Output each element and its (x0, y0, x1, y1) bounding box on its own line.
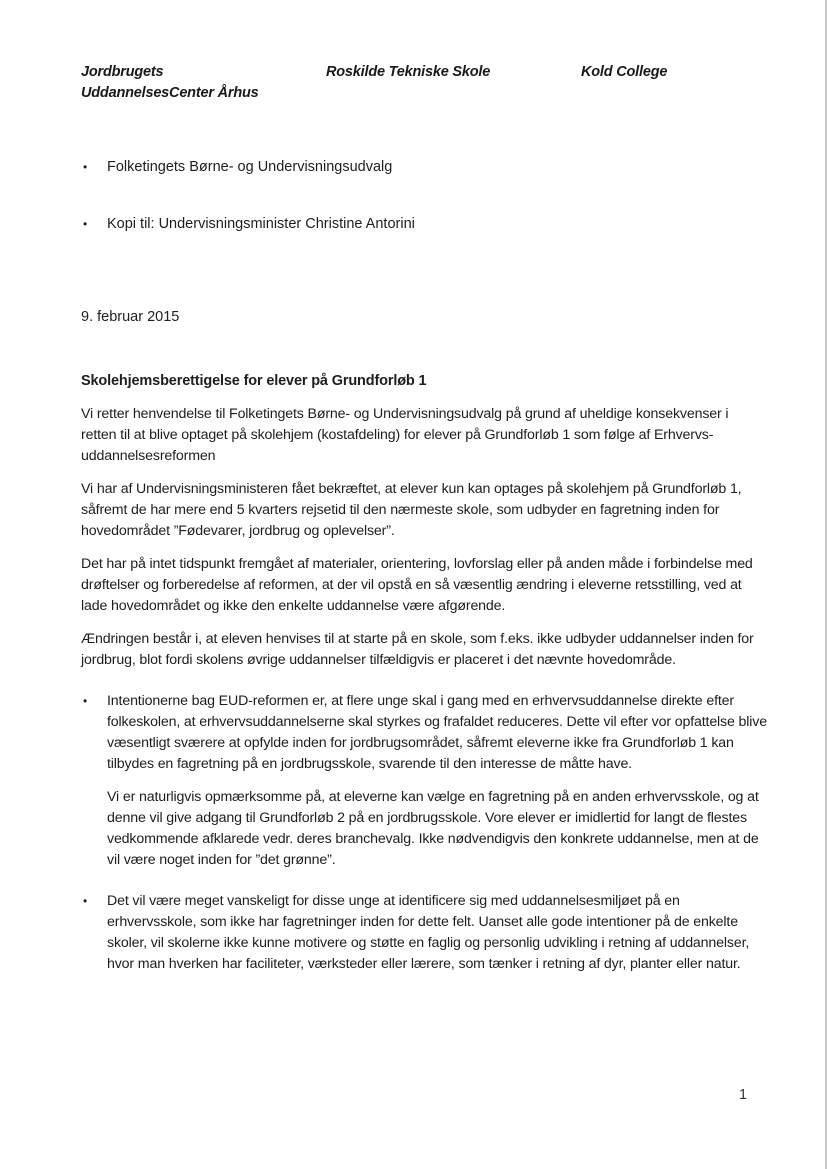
body-paragraph: Vi har af Undervisningsministeren fået bekræftet, at elever kun kan optages på skolehjem på Grundforløb 1, såfremt de har mere end 5 kvarters rejsetid til den nærmeste skole, som udbyder en fagretning inden for hovedområdet ”Fødevarer, jordbrug og oplevelser”. (81, 481, 742, 539)
body-paragraph: Vi retter henvendelse til Folketingets Børne- og Undervisningsudvalg på grund af uheldige konsekvenser i retten til at blive optaget på skolehjem (kostafdeling) for elever på Grundforløb 1 som følge af Erhvervs-uddannelsesreformen (81, 406, 729, 464)
recipient-text: Kopi til: Undervisningsminister Christine Antorini (107, 216, 415, 232)
bullet-icon: • (83, 894, 88, 908)
letterhead-school-2: Roskilde Tekniske Skole (326, 64, 491, 80)
bullet-text: Det vil være meget vanskeligt for disse unge at identificere sig med uddannelsesmiljøet på en erhvervsskole, som ikke har fagretninger inden for dette felt. Uanset alle gode intentioner på de enkelte skoler, vil skolerne ikke kunne motivere og støtte en faglig og personlig udvikling i retning af uddannelser, hvor man hverken har faciliteter, værksteder eller lærere, som tænker i retning af dyr, planter eller natur. (107, 893, 750, 972)
bullet-point (81, 691, 767, 871)
recipients-list (81, 157, 415, 235)
letter-body (81, 371, 767, 987)
letterhead-school-1 (81, 62, 301, 104)
letterhead-school-1-line-2: UddannelsesCenter Århus (81, 85, 259, 101)
page-number: 1 (739, 1087, 748, 1103)
bullet-icon: • (83, 160, 88, 174)
letter-date: 9. februar 2015 (81, 309, 180, 325)
bullet-point (81, 891, 767, 975)
bullet-icon: • (83, 217, 88, 231)
recipient-item (81, 214, 415, 235)
letterhead-school-1-line-1: Jordbrugets (81, 64, 164, 80)
bullet-icon: • (83, 694, 88, 708)
letterhead-school-3: Kold College (581, 64, 668, 80)
recipient-item (81, 157, 415, 178)
body-paragraph: Ændringen består i, at eleven henvises til at starte på en skole, som f.eks. ikke udbyder uddannelser inden for jordbrug, blot fordi skolens øvrige uddannelser tilfældigvis er placeret i det nævnte hovedområde. (81, 631, 754, 668)
bullet-text: Intentionerne bag EUD-reformen er, at flere unge skal i gang med en erhvervsuddannelse direkte efter folkeskolen, at erhvervsuddannelserne skal styrkes og frafaldet reduceres. Dette vil efter vor opfattelse blive væsentligt sværere at opfylde inden for jordbrugsområdet, såfremt eleverne ikke fra Grundforløb 1 kan tilbydes en fagretning på en jordbrugsskole, svarende til den interesse de måtte have. (107, 693, 767, 772)
bullet-continuation: Vi er naturligvis opmærksomme på, at eleverne kan vælge en fagretning på en anden erhvervsskole, og at denne vil give adgang til Grundforløb 2 på en jordbrugsskole. Vore elever er imidlertid for langt de flestes vedkommende afklarede vedr. deres branchevalg. Ikke nødvendigvis den konkrete uddannelse, men at de vil være noget inden for ”det grønne”. (107, 789, 759, 868)
body-paragraph: Det har på intet tidspunkt fremgået af materialer, orientering, lovforslag eller på anden måde i forbindelse med drøftelser og forberedelse af reformen, at der vil opstå en så væsentlig ændring i eleverne retsstilling, ved at lade hovedområdet og ikke den enkelte uddannelse være afgørende. (81, 556, 753, 614)
recipient-text: Folketingets Børne- og Undervisningsudvalg (107, 159, 393, 175)
letter-subject: Skolehjemsberettigelse for elever på Grundforløb 1 (81, 373, 427, 389)
